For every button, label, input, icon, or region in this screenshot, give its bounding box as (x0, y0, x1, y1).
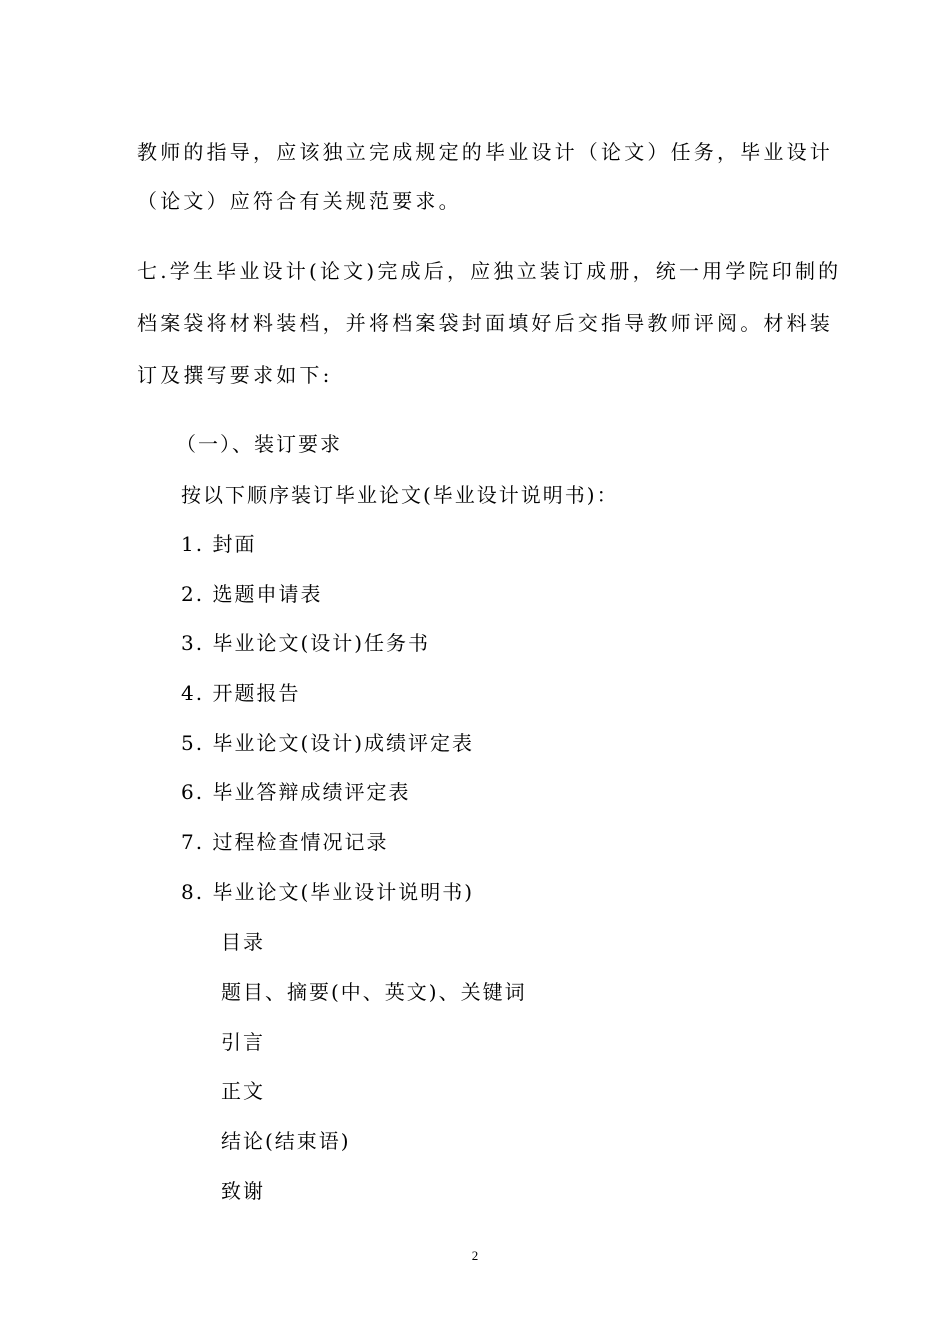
sub-list-item: 致谢 (221, 1179, 265, 1203)
paragraph-line: 教师的指导，应该独立完成规定的毕业设计（论文）任务，毕业设计 (137, 140, 833, 164)
sub-list-item: 引言 (221, 1030, 265, 1054)
page-number: 2 (471, 1248, 479, 1263)
list-item: 1. 封面 (181, 532, 257, 556)
sub-list-item: 结论(结束语) (221, 1129, 351, 1153)
section-intro: 按以下顺序装订毕业论文(毕业设计说明书)： (181, 483, 619, 507)
list-item: 8. 毕业论文(毕业设计说明书) (181, 880, 475, 904)
section-heading: （一）、装订要求 (176, 432, 342, 456)
sub-list-item: 目录 (221, 930, 265, 954)
list-item: 6. 毕业答辩成绩评定表 (181, 780, 411, 804)
sub-list-item: 题目、摘要(中、英文)、关键词 (221, 980, 527, 1004)
list-item: 4. 开题报告 (181, 681, 301, 705)
list-item: 5. 毕业论文(设计)成绩评定表 (181, 731, 475, 755)
paragraph-line: 档案袋将材料装档，并将档案袋封面填好后交指导教师评阅。材料装 (137, 311, 833, 335)
paragraph-line: 订及撰写要求如下: (137, 363, 333, 387)
paragraph-line: 七.学生毕业设计(论文)完成后，应独立装订成册，统一用学院印制的 (137, 259, 842, 283)
sub-list-item: 正文 (221, 1079, 265, 1103)
list-item: 7. 过程检查情况记录 (181, 830, 389, 854)
list-item: 3. 毕业论文(设计)任务书 (181, 631, 431, 655)
paragraph-line: （论文）应符合有关规范要求。 (137, 189, 462, 213)
list-item: 2. 选题申请表 (181, 582, 323, 606)
